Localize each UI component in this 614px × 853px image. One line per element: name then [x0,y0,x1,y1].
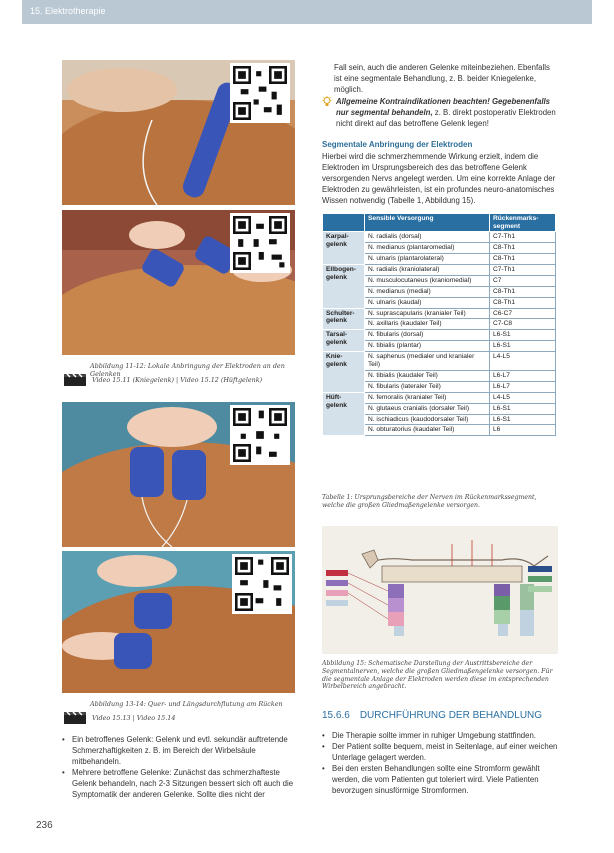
photo-hip-electrodes [62,210,295,355]
segment-cell: C6-C7 [490,308,556,319]
table-row [323,392,556,403]
chapter-title: 15. Elektrotherapie [30,6,106,16]
video-reference-2: Video 15.13 | Video 15.14 [92,714,176,722]
nerve-cell: N. musculocutaneus (kraniomedial) [365,275,490,286]
video-clapper-icon [64,712,86,724]
list-item: • Mehrere betroffene Gelenke: Zunächst das schmerzhafteste Gelenk behandeln, nach 2-3 Sitzungen bessert sich oft auch die Symptomatik der anderen Gelenke. Sollte dies nicht der [62,767,302,800]
continuation-paragraph: Fall sein, auch die anderen Gelenke miteinbeziehen. Ebenfalls ist eine segmentale Behandlung, z. B. beider Kniegelenke, möglich. [334,63,550,95]
joint-cell: Ellbogen-gelenk [323,264,365,308]
nerve-table-body [323,232,556,436]
joint-cell: Knie-gelenk [323,352,365,393]
qr-code-1[interactable] [230,63,290,123]
segment-cell: C8-Th1 [490,286,556,297]
table-header: Sensible Versorgung [365,214,490,232]
section-title: DURCHFÜHRUNG DER BEHANDLUNG [359,710,543,721]
photo-back-longitudinal [62,551,295,693]
list-item: • Bei den ersten Behandlungen sollte eine Stromform gewählt werden, die vom Patienten gut toleriert wird. Viele Patienten bevorzugen sinusförmige Stromformen. [322,763,558,796]
segment-cell: L6-L7 [490,381,556,392]
video-links-2[interactable] [64,712,175,724]
segment-cell: L6-L7 [490,370,556,381]
video-reference-1: Video 15.11 (Kniegelenk) | Video 15.12 (Hüftgelenk) [92,376,263,384]
segment-cell: L6-S1 [490,414,556,425]
table-header [323,214,365,232]
table-row [323,232,556,243]
segment-cell: C7-Th1 [490,264,556,275]
segment-cell: L6-S1 [490,330,556,341]
list-item: • Die Therapie sollte immer in ruhiger Umgebung stattfinden. [322,730,558,741]
nerve-cell: N. radialis (dorsal) [365,232,490,243]
segment-cell: C7-C8 [490,319,556,330]
segment-cell: L6 [490,425,556,436]
table-row [323,330,556,341]
table-caption: Tabelle 1: Ursprungsbereiche der Nerven im Rückenmarkssegment, welche die großen Gliedmaßengelenke versorgen. [322,494,537,509]
photo-knee-electrodes [62,60,295,205]
segment-cell: C8-Th1 [490,243,556,254]
segment-cell: L4-L5 [490,352,556,371]
segment-cell: C7 [490,275,556,286]
left-bullet-list [62,734,302,800]
qr-code-3[interactable] [230,405,290,465]
warning-rest: z. B. direkt postoperativ Elektroden nicht direkt auf das betroffene Gelenk legen! [336,108,556,129]
table-row [323,308,556,319]
table-header-row [323,214,556,232]
qr-code-4[interactable] [232,554,292,614]
segment-cell: C8-Th1 [490,253,556,264]
right-bullet-list [322,730,558,796]
subheading-segmental: Segmentale Anbringung der Elektroden [322,140,473,149]
segment-cell: L6-S1 [490,403,556,414]
table-row [323,264,556,275]
list-item: • Der Patient sollte bequem, meist in Seitenlage, auf einer weichen Unterlage gelagert werden. [322,741,558,763]
joint-cell: Tarsal-gelenk [323,330,365,352]
qr-code-2[interactable] [230,213,290,273]
figure-15-caption: Abbildung 15: Schematische Darstellung der Austrittsbereiche der Segmentalnerven, welche die großen Gliedmaßengelenke versorgen. Für die segmentale Anlage der Elektroden werden diese im entsprechenden Wirbelbereich angebracht. [322,660,553,691]
nerve-table [322,213,556,436]
joint-cell: Hüft-gelenk [323,392,365,436]
photo-back-transverse [62,402,295,547]
page-number: 236 [36,820,53,831]
lightbulb-icon [322,96,332,108]
nerve-cell: N. femoralis (kranialer Teil) [365,392,490,403]
nerve-cell: N. ulnaris (kaudal) [365,297,490,308]
joint-cell: Karpal-gelenk [323,232,365,265]
running-header [22,0,592,24]
segment-cell: C7-Th1 [490,232,556,243]
warning-note [322,96,558,129]
video-clapper-icon [64,374,86,386]
nerve-cell: N. tibialis (kaudaler Teil) [365,370,490,381]
nerve-cell: N. medianus (plantaromedial) [365,243,490,254]
warning-bold: Allgemeine Kontraindikationen beachten! Gegebenenfalls nur segmental behandeln, [336,97,551,118]
nerve-cell: N. axillaris (kaudaler Teil) [365,319,490,330]
segment-cell: C8-Th1 [490,297,556,308]
nerve-cell: N. saphenus (medialer und kranialer Teil) [365,352,490,371]
section-number: 15.6.6 [322,710,350,721]
table-header: Rückenmarks-segment [490,214,556,232]
table-row [323,352,556,371]
video-links-1[interactable] [64,374,262,386]
joint-cell: Schulter-gelenk [323,308,365,330]
segment-cell: L6-S1 [490,341,556,352]
caption-photos-11-12: Abbildung 11-12: Lokale Anbringung der Elektroden an den Gelenken [90,362,285,378]
nerve-cell: N. radialis (kraniolateral) [365,264,490,275]
section-heading [322,710,542,721]
nerve-cell: N. ischiadicus (kaudodorsaler Teil) [365,414,490,425]
nerve-cell: N. glutaeus cranialis (dorsaler Teil) [365,403,490,414]
nerve-cell: N. medianus (medial) [365,286,490,297]
nerve-cell: N. suprascapularis (kranialer Teil) [365,308,490,319]
segmental-paragraph: Hierbei wird die schmerzhemmende Wirkung erzielt, indem die Elektroden im Ursprungsbereich des das betroffene Gelenk versorgenden Nervs angelegt werden. Um eine korrekte Anlage der Elektroden zu gewährleisten, ist ein profundes neuro-anatomisches Wissen notwendig (Tabelle 1, Abbildung 15). [322,152,556,206]
nerve-cell: N. tibialis (plantar) [365,341,490,352]
nerve-cell: N. fibularis (dorsal) [365,330,490,341]
list-item: • Ein betroffenes Gelenk: Gelenk und evtl. sekundär auftretende Schmerzhaftigkeiten z. B. im Bereich der Wirbelsäule mitbehandeln. [62,734,302,767]
nerve-cell: N. obturatorius (kaudaler Teil) [365,425,490,436]
figure-15-dog-diagram [322,526,558,654]
nerve-cell: N. fibularis (lateraler Teil) [365,381,490,392]
caption-photos-13-14: Abbildung 13-14: Quer- und Längsdurchflutung am Rücken [90,700,283,708]
nerve-cell: N. ulnaris (plantarolateral) [365,253,490,264]
segment-cell: L4-L5 [490,392,556,403]
